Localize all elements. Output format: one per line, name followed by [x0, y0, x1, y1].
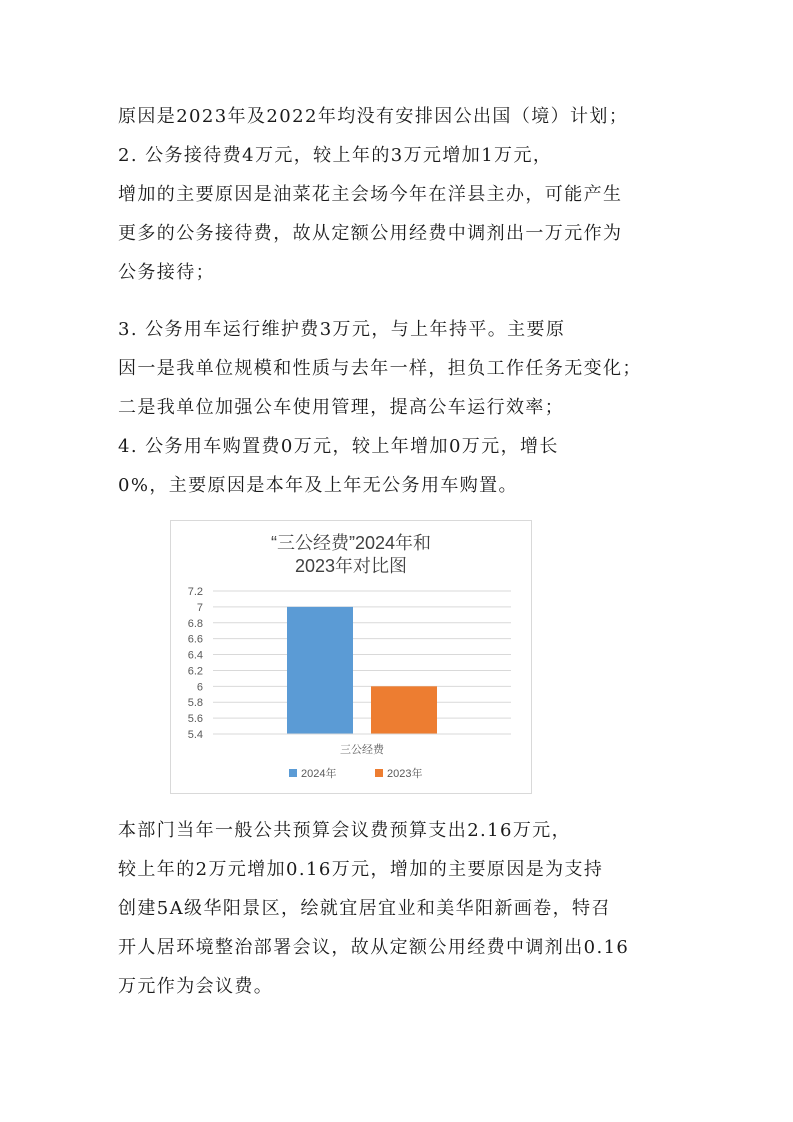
- y-tick-label: 5.4: [187, 729, 203, 741]
- legend-swatch: [289, 769, 297, 777]
- paragraph-meeting-fee: [118, 811, 678, 1006]
- text-line: 公务接待；: [118, 262, 215, 283]
- y-tick-label: 6.2: [187, 665, 203, 678]
- text-line: 二是我单位加强公车使用管理，提高公车运行效率；: [118, 397, 565, 418]
- text-line: 较上年的2万元增加0.16万元，增加的主要原因是为支持: [118, 859, 604, 880]
- y-tick-label: 5.6: [187, 713, 203, 726]
- legend-label: 2024年: [301, 768, 337, 780]
- text-line: 原因是2023年及2022年均没有安排因公出国（境）计划；: [118, 106, 629, 127]
- y-tick-label: 6: [196, 681, 203, 694]
- y-tick-label: 7.2: [187, 586, 203, 598]
- legend-swatch: [375, 769, 383, 777]
- chart-canvas: [171, 521, 531, 793]
- bar-series-1: [287, 607, 353, 734]
- text-line: 增加的主要原因是油菜花主会场今年在洋县主办，可能产生: [118, 184, 623, 205]
- paragraph-1: [118, 97, 678, 136]
- text-line: 3. 公务用车运行维护费3万元，与上年持平。主要原: [118, 319, 566, 340]
- chart-gridlines: [213, 591, 511, 718]
- paragraph-vehicle-purchase: [118, 427, 678, 505]
- chart-title-line-1: “三公经费”2024年和: [270, 533, 432, 553]
- chart-legend: [289, 766, 422, 780]
- text-line: 4. 公务用车购置费0万元，较上年增加0万元，增长: [118, 436, 559, 457]
- text-line: 万元作为会议费。: [118, 976, 274, 997]
- y-tick-label: 6.6: [187, 633, 203, 646]
- y-tick-label: 6.8: [187, 617, 203, 630]
- x-category-label: 三公经费: [340, 744, 384, 756]
- text-line: 0%，主要原因是本年及上年无公务用车购置。: [118, 475, 518, 496]
- text-line: 创建5A级华阳景区，绘就宜居宜业和美华阳新画卷，特召: [118, 898, 611, 919]
- paragraph-vehicle-maintenance: [118, 310, 678, 427]
- y-tick-label: 6.4: [187, 649, 203, 662]
- text-line: 2. 公务接待费4万元，较上年的3万元增加1万元，: [118, 145, 553, 166]
- paragraph-reception-fee: [118, 136, 678, 292]
- y-axis-ticks: [188, 586, 203, 741]
- text-line: 更多的公务接待费，故从定额公用经费中调剂出一万元作为: [118, 223, 623, 244]
- text-line: 本部门当年一般公共预算会议费预算支出2.16万元，: [118, 820, 572, 841]
- text-line: 因一是我单位规模和性质与去年一样，担负工作任务无变化；: [118, 358, 642, 379]
- text-line: 开人居环境整治部署会议，故从定额公用经费中调剂出0.16: [118, 937, 630, 958]
- y-tick-label: 5.8: [187, 697, 203, 710]
- three-public-expenses-chart: [170, 520, 532, 794]
- y-tick-label: 7: [196, 601, 203, 614]
- legend-label: 2023年: [387, 768, 423, 780]
- chart-title-line-2: 2023年对比图: [294, 556, 408, 576]
- bar-series-2: [371, 686, 437, 734]
